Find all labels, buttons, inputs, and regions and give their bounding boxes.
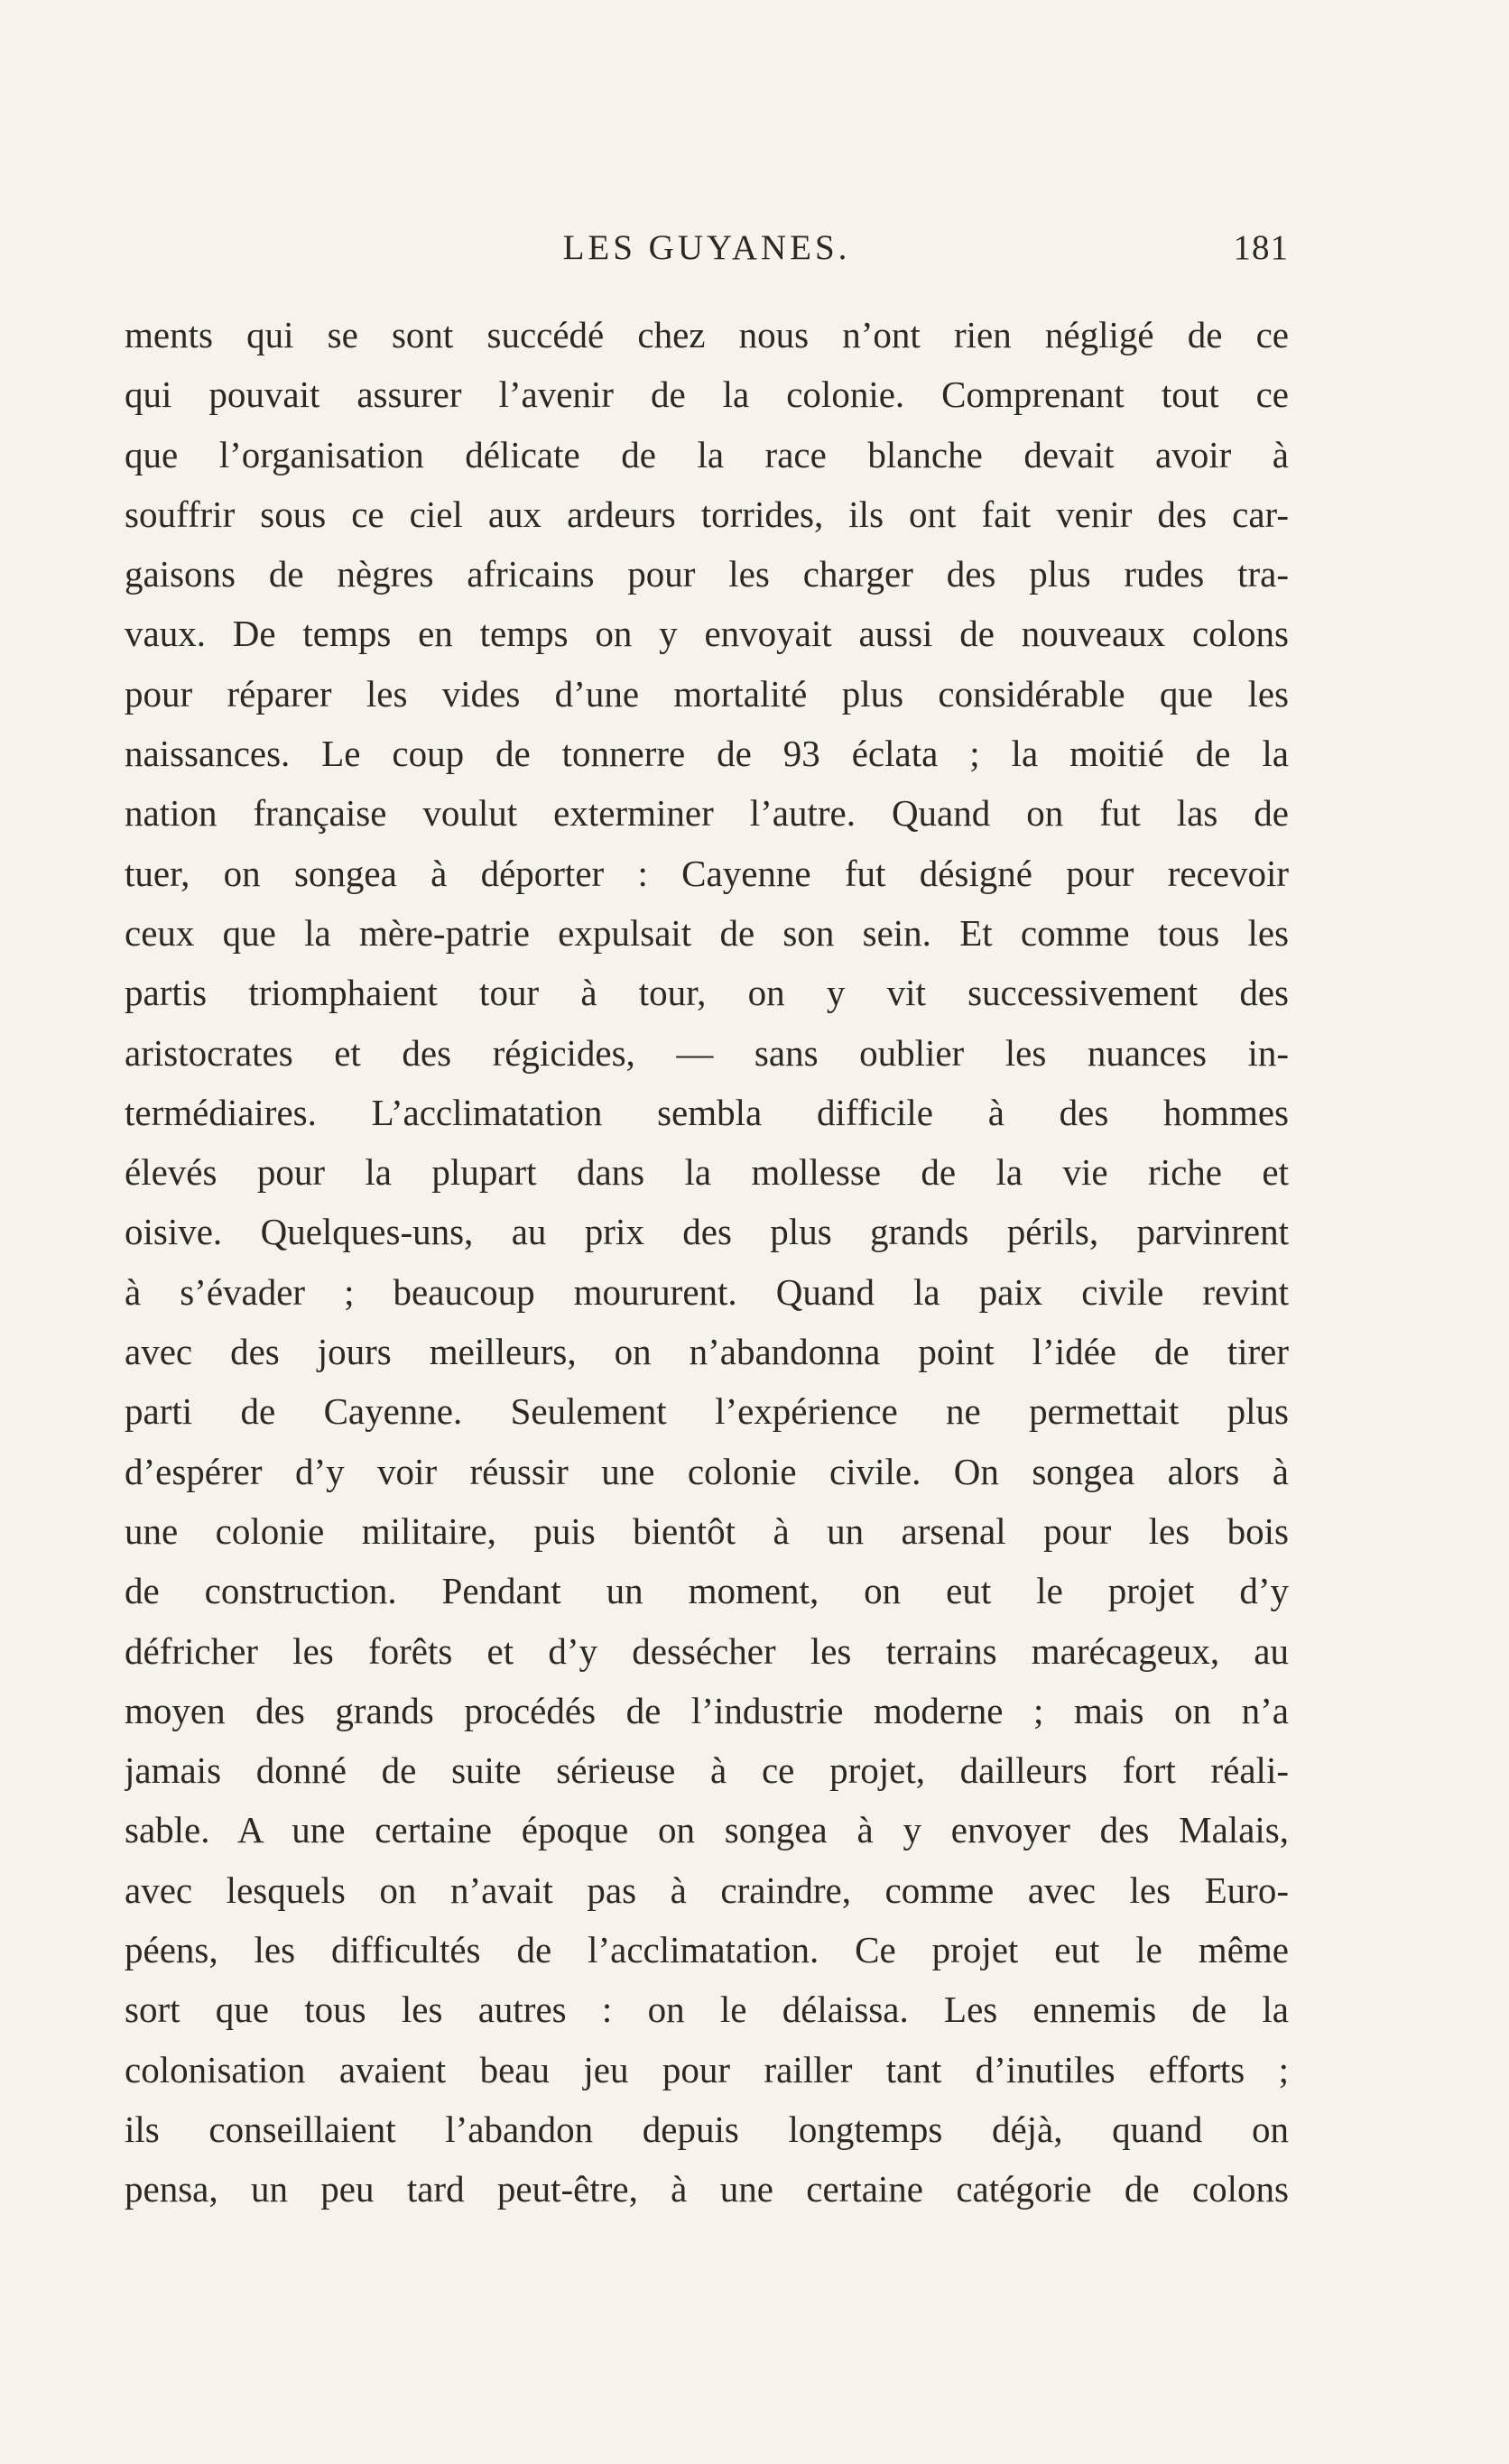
text-line: sort que tous les autres : on le délaissa. Les ennemis de la [125,1989,1289,2031]
text-line: que l’organisation délicate de la race blanche devait avoir à [125,433,1289,475]
text-line: vaux. De temps en temps on y envoyait aussi de nouveaux colons [125,613,1289,655]
text-line: ils conseillaient l’abandon depuis longtemps déjà, quand on [125,2108,1289,2150]
text-line: aristocrates et des régicides, — sans oublier les nuances in- [125,1031,1289,1074]
text-line: qui pouvait assurer l’avenir de la colonie. Comprenant tout ce [125,374,1289,416]
text-line: ceux que la mère-patrie expulsait de son sein. Et comme tous les [125,911,1289,954]
text-line: avec lesquels on n’avait pas à craindre, comme avec les Euro- [125,1869,1289,1911]
text-line: naissances. Le coup de tonnerre de 93 éclata ; la moitié de la [125,733,1289,775]
text-line: ments qui se sont succédé chez nous n’ont rien négligé de ce [125,314,1289,355]
text-line: de construction. Pendant un moment, on eut le projet d’y [125,1570,1289,1612]
text-line: partis triomphaient tour à tour, on y vit successivement des [125,972,1289,1014]
text-line: termédiaires. L’acclimatation sembla difficile à des hommes [125,1091,1289,1133]
text-line: moyen des grands procédés de l’industrie moderne ; mais on n’a [125,1689,1289,1731]
running-title: LES GUYANES. [562,228,851,267]
text-line: pour réparer les vides d’une mortalité plus considérable que les [125,672,1289,715]
text-line: parti de Cayenne. Seulement l’expérience ne permettait plus [125,1390,1289,1433]
text-line: pensa, un peu tard peut-être, à une certaine catégorie de colons [125,2168,1289,2210]
text-line: souffrir sous ce ciel aux ardeurs torrides, ils ont fait venir des car- [125,493,1289,535]
text-line: oisive. Quelques-uns, au prix des plus grands périls, parvinrent [125,1211,1289,1253]
text-line: tuer, on songea à déporter : Cayenne fut désigné pour recevoir [125,852,1289,894]
page-number: 181 [1233,228,1289,267]
text-line: élevés pour la plupart dans la mollesse de la vie riche et [125,1151,1289,1194]
text-line: jamais donné de suite sérieuse à ce projet, dailleurs fort réali- [125,1749,1289,1792]
text-line: nation française voulut exterminer l’autre. Quand on fut las de [125,792,1289,835]
text-line: une colonie militaire, puis bientôt à un arsenal pour les bois [125,1509,1289,1552]
text-line: à s’évader ; beaucoup moururent. Quand la paix civile revint [125,1270,1289,1313]
text-line: sable. A une certaine époque on songea à y envoyer des Malais, [125,1809,1289,1851]
body-text [125,305,1289,2219]
text-line: défricher les forêts et d’y dessécher les terrains marécageux, au [125,1629,1289,1672]
page-header [125,226,1289,280]
text-line: péens, les difficultés de l’acclimatation. Ce projet eut le même [125,1929,1289,1971]
text-line: colonisation avaient beau jeu pour railler tant d’inutiles efforts ; [125,2048,1289,2090]
text-line: gaisons de nègres africains pour les charger des plus rudes tra- [125,553,1289,595]
text-line: d’espérer d’y voir réussir une colonie civile. On songea alors à [125,1450,1289,1492]
text-line: avec des jours meilleurs, on n’abandonna point l’idée de tirer [125,1331,1289,1373]
